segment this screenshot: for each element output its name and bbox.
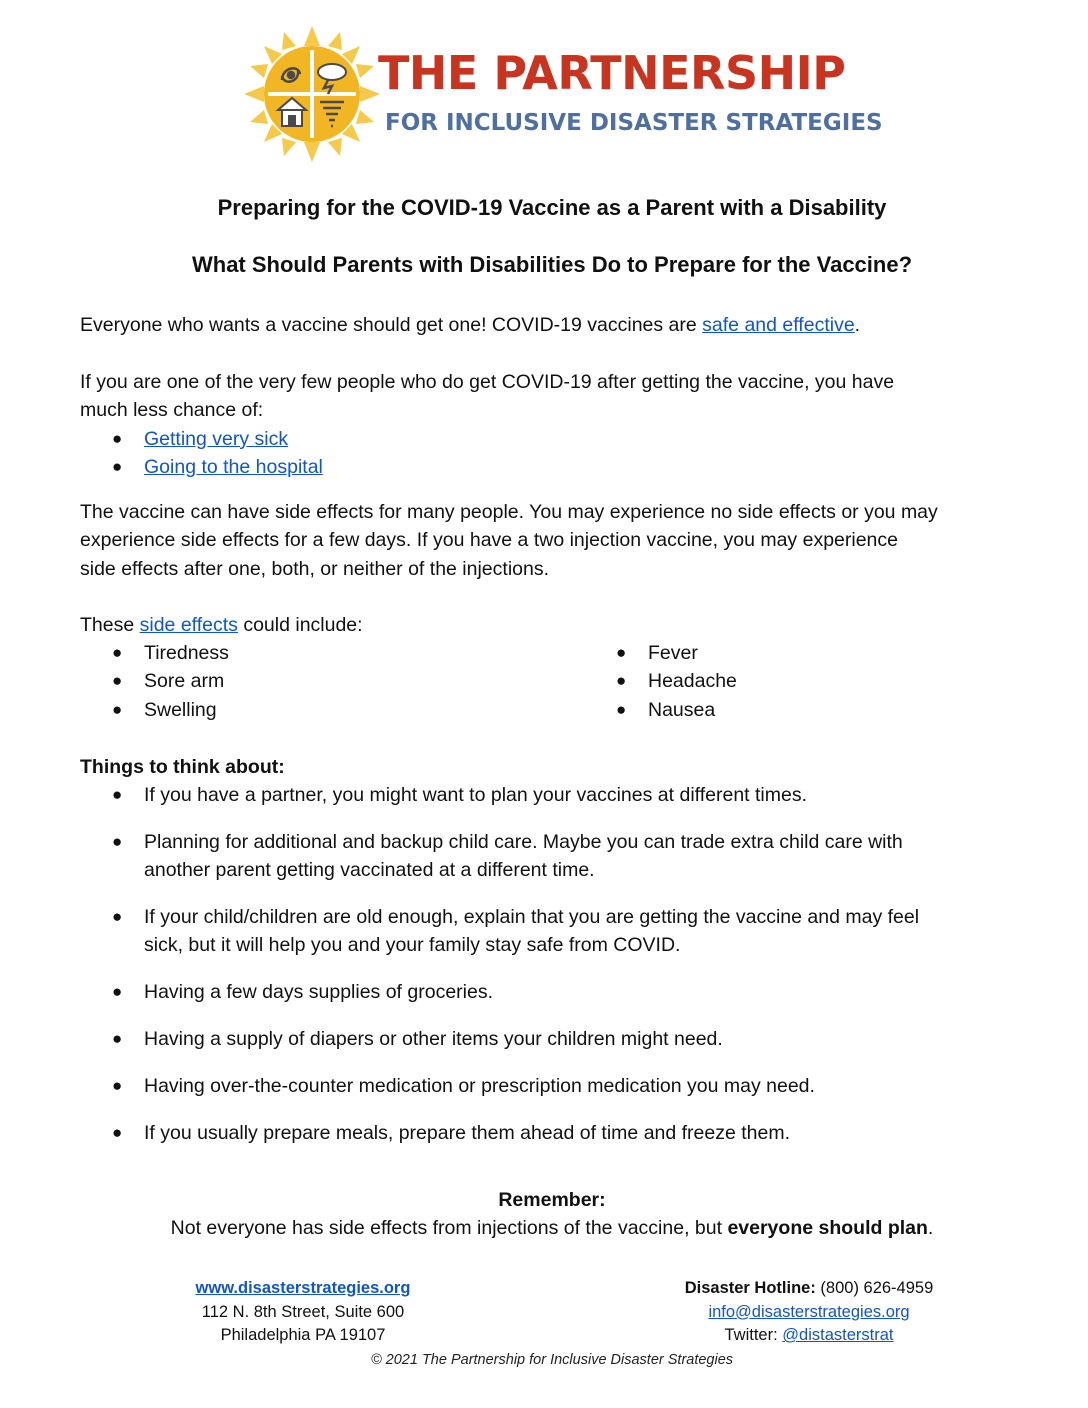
list-item: [112, 903, 1012, 960]
side-effects-intro-text: These: [80, 614, 140, 636]
remember-text-start: Not everyone has side effects from injections of the vaccine, but: [170, 1217, 728, 1239]
bullet-icon: ●: [112, 457, 123, 476]
side-effect-headache: Headache: [648, 670, 737, 692]
side-effects-line-1: The vaccine can have side effects for many people. You may experience no side effects or you may: [80, 501, 938, 523]
intro-text-end: .: [854, 314, 861, 336]
thing-explain-children: [144, 903, 1012, 960]
twitter: [650, 1324, 968, 1348]
address-line-2: Philadelphia PA 19107: [220, 1326, 386, 1344]
going-to-hospital-link[interactable]: Going to the hospital: [144, 456, 323, 478]
thing-diapers: Having a supply of diapers or other items your children might need.: [144, 1028, 723, 1050]
partnership-logo: [242, 24, 883, 164]
address-line-1: 112 N. 8th Street, Suite 600: [201, 1302, 405, 1321]
bullet-icon: ●: [616, 700, 627, 719]
bullet-icon: ●: [112, 671, 123, 690]
bullet-icon: ●: [112, 700, 123, 719]
bullet-icon: ●: [112, 785, 123, 804]
side-effect-fever: Fever: [648, 642, 698, 664]
side-effects-intro-end: could include:: [237, 614, 363, 636]
bullet-icon: ●: [112, 1123, 123, 1142]
side-effect-tiredness: Tiredness: [144, 642, 229, 664]
hotline-number: (800) 626-4959: [815, 1279, 934, 1297]
side-effect-swelling: Swelling: [144, 699, 217, 721]
list-item: [112, 781, 1012, 809]
thing-partner: If you have a partner, you might want to plan your vaccines at different times.: [144, 784, 807, 806]
side-effect-sore-arm: Sore arm: [144, 670, 225, 692]
logo-subtitle: FOR INCLUSIVE DISASTER STRATEGIES: [385, 110, 883, 136]
breakthrough-paragraph: [80, 368, 1030, 425]
breakthrough-line-1: If you are one of the very few people who do get COVID-19 after getting the vaccine, you have: [80, 371, 895, 393]
remember-text-bold: everyone should plan: [727, 1217, 928, 1239]
thing-medication: Having over-the-counter medication or prescription medication you may need.: [144, 1075, 815, 1097]
thing-child-care-line-2: another parent getting vaccinated at a different time.: [144, 859, 595, 882]
intro-paragraph: [80, 311, 1030, 339]
email-link[interactable]: info@disasterstrategies.org: [708, 1302, 910, 1321]
bullet-icon: ●: [112, 1076, 123, 1095]
getting-very-sick-link[interactable]: Getting very sick: [144, 428, 289, 450]
side-effect-nausea: Nausea: [648, 699, 716, 721]
thing-explain-line-1: If your child/children are old enough, explain that you are getting the vaccine and may feel: [144, 906, 920, 928]
list-item: [112, 978, 1012, 1006]
breakthrough-line-2: much less chance of:: [80, 399, 264, 422]
bullet-icon: ●: [112, 429, 123, 448]
remember-heading: Remember:: [498, 1189, 606, 1211]
side-effects-intro: [80, 611, 1030, 639]
thing-groceries: Having a few days supplies of groceries.: [144, 981, 494, 1003]
bullet-icon: ●: [112, 1029, 123, 1048]
document-title: Preparing for the COVID-19 Vaccine as a Parent with a Disability: [217, 195, 887, 220]
website-link[interactable]: www.disasterstrategies.org: [195, 1279, 411, 1297]
remember-text: [0, 1214, 1088, 1242]
footer-left: [150, 1277, 456, 1348]
footer-right: [650, 1277, 968, 1348]
intro-text: Everyone who wants a vaccine should get one! COVID-19 vaccines are: [80, 314, 703, 336]
remember-text-end: .: [927, 1217, 934, 1239]
logo-title: THE PARTNERSHIP: [378, 46, 846, 100]
bullet-icon: ●: [616, 643, 627, 662]
copyright: © 2021 The Partnership for Inclusive Disaster Strategies: [370, 1352, 734, 1368]
thing-explain-line-2: sick, but it will help you and your family stay safe from COVID.: [144, 934, 681, 957]
thing-meals: If you usually prepare meals, prepare them ahead of time and freeze them.: [144, 1122, 791, 1144]
bullet-icon: ●: [616, 671, 627, 690]
bullet-icon: ●: [112, 982, 123, 1001]
side-effects-link[interactable]: side effects: [139, 614, 238, 636]
bullet-icon: ●: [112, 907, 123, 926]
list-item: [112, 1119, 1012, 1147]
twitter-link[interactable]: @distasterstrat: [782, 1326, 894, 1344]
side-effects-paragraph: [80, 498, 1030, 583]
list-item: [112, 1025, 1012, 1053]
twitter-label: Twitter:: [724, 1326, 783, 1344]
document-subtitle: What Should Parents with Disabilities Do to Prepare for the Vaccine?: [191, 252, 913, 277]
hotline-label: Disaster Hotline:: [684, 1279, 816, 1297]
list-item: [112, 1072, 1012, 1100]
side-effects-line-2: experience side effects for a few days. If you have a two injection vaccine, you may experience: [80, 529, 899, 552]
safe-and-effective-link[interactable]: safe and effective: [702, 314, 855, 336]
bullet-icon: ●: [112, 832, 123, 851]
bullet-icon: ●: [112, 643, 123, 662]
side-effects-line-3: side effects after one, both, or neither of the injections.: [80, 557, 550, 580]
things-heading: Things to think about:: [80, 756, 285, 778]
list-item: [112, 828, 1012, 885]
thing-child-care: [144, 828, 1012, 885]
sun-logo-icon: [242, 24, 382, 164]
thing-child-care-line-1: Planning for additional and backup child care. Maybe you can trade extra child care with: [144, 831, 903, 853]
hotline: [650, 1277, 968, 1301]
